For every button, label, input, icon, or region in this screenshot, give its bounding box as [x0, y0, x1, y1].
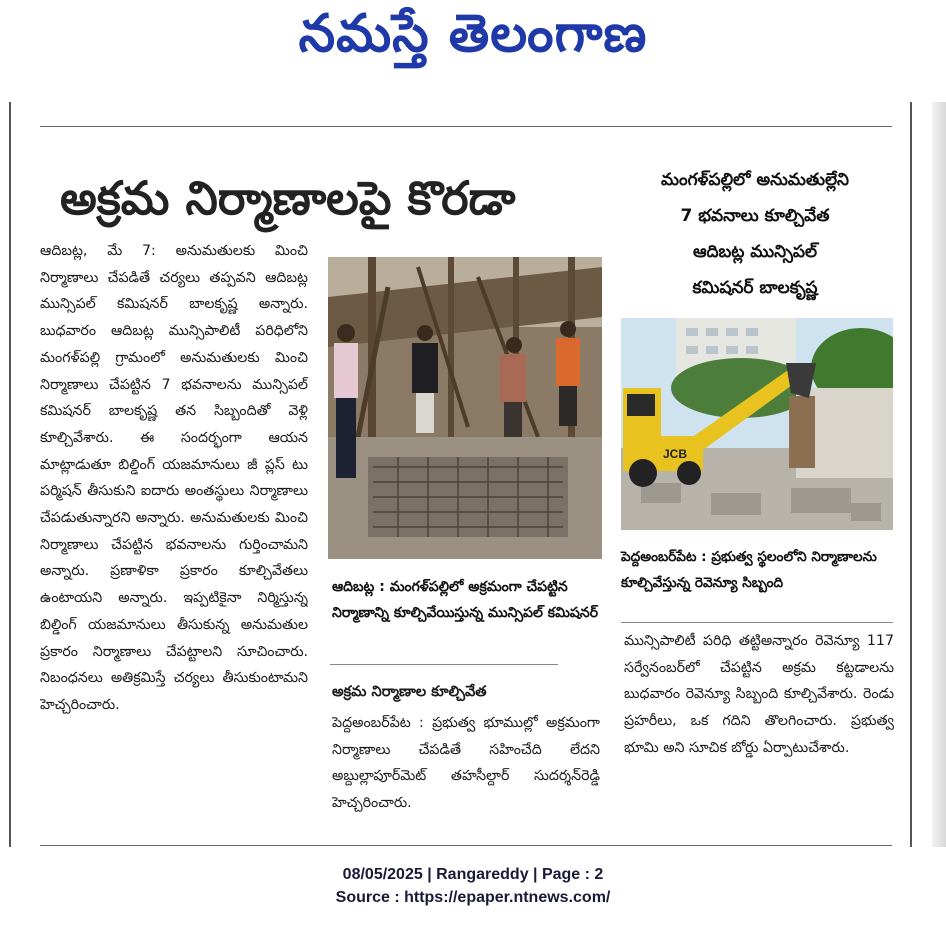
bottom-rule: [40, 845, 892, 846]
masthead: [0, 0, 946, 78]
subhead-line: 7 భవనాలు కూల్చివేత: [680, 206, 830, 226]
excavator-photo-caption: పెద్దఅంబర్‌పేట : ప్రభుత్వ స్థలంలోని నిర్మాణాలను కూల్చివేస్తున్న రెవెన్యూ సిబ్బంది: [621, 549, 877, 591]
article-body: ఆదిబట్ల, మే 7: అనుమతులకు మించి నిర్మాణాలు చేపడితే చర్యలు తప్పవని ఆదిబట్ల మున్సిపల్ కమిషనర్ బాలకృష్ణ అన్నారు. బుధవారం ఆదిబట్ల మున్సిపాలిటీ పరిధిలోని మంగళ్‌పల్లి గ్రామంలో అనుమతులకు మించి నిర్మాణాలు చేపట్టిన 7 భవనాలను మున్సిపల్ కమిషనర్ బాలకృష్ణ తన సిబ్బందితో వెళ్లి కూల్చివేశారు. ఈ సందర్భంగా ఆయన మాట్లాడుతూ బిల్డింగ్ యజమానులు జీ ప్లస్ టు పర్మిషన్ తీసుకుని ఐదారు అంతస్థులు నిర్మాణాలు చేపడుతున్నారని అన్నారు. అనుమతులకు మించి నిర్మాణాలు చేపట్టిన భవనాలను గుర్తించామని అన్నారు. ప్రణాళికా ప్రకారం కూల్చివేతలు ఉంటాయని అన్నారు. ఇప్పటికైనా నిర్మిస్తున్న బిల్డింగ్ యజమానులు తీసుకున్న అనుమతుల ప్రకారం నిర్మాణాలు చేపట్టాలని సూచించారు. నిబంధనలు అతిక్రమిస్తే చర్యలు తీసుకుంటామని హెచ్చరించారు.: [40, 243, 308, 713]
story2-body-right: మున్సిపాలిటీ పరిధి తట్టిఅన్నారం రెవెన్యూ 117 సర్వేనంబర్‌లో చేపట్టిన అక్రమ కట్టడాలను బుధవారం రెవెన్యూ సిబ్బంది కూల్చివేశారు. రెండు ప్రహరీలు, ఒక గదిని తొలగించారు. ప్రభుత్వ భూమి అని సూచిక బోర్డు ఏర్పాటుచేశారు.: [624, 633, 894, 756]
article-headline: అక్రమ నిర్మాణాలపై కొరడా: [60, 171, 516, 225]
footer-date-edition: 08/05/2025 | Rangareddy | Page : 2: [342, 866, 604, 883]
svg-text:JCB: JCB: [663, 447, 688, 461]
excavator-photo: [621, 318, 893, 530]
demolition-photo-illustration: [328, 257, 602, 559]
story2-title: అక్రమ నిర్మాణాల కూల్చివేత: [332, 684, 487, 700]
demolition-photo-caption: ఆదిబట్ల : మంగళ్‌పల్లిలో అక్రమంగా చేపట్టిన నిర్మాణాన్ని కూల్చివేయిస్తున్న మున్సిపల్ కమిషనర్: [332, 579, 599, 621]
section-divider: [330, 664, 558, 665]
newspaper-title: నమస్తే తెలంగాణ: [298, 4, 648, 64]
page-edge: [932, 102, 946, 847]
left-border: [9, 102, 11, 847]
excavator-photo-illustration: [621, 318, 893, 530]
footer-source: Source : https://epaper.ntnews.com/: [335, 889, 611, 906]
story2-body-left: పెద్దఅంబర్‌పేట : ప్రభుత్వ భూముల్లో అక్రమంగా నిర్మాణాలు చేపడితే సహించేది లేదని అబ్దుల్లాపూర్‌మెట్ తహసీల్దార్ సుదర్శన్‌రెడ్డి హెచ్చరించారు.: [332, 715, 600, 812]
subhead-line: మంగళ్‌పల్లిలో అనుమతుల్లేని: [661, 170, 849, 190]
demolition-photo: [328, 257, 602, 559]
subhead-line: కమిషనర్ బాలకృష్ణ: [692, 278, 818, 298]
section-divider: [621, 622, 893, 623]
article-subhead: [610, 162, 900, 306]
top-rule: [40, 126, 892, 127]
right-border: [910, 102, 912, 847]
subhead-line: ఆదిబట్ల మున్సిపల్: [692, 242, 818, 262]
